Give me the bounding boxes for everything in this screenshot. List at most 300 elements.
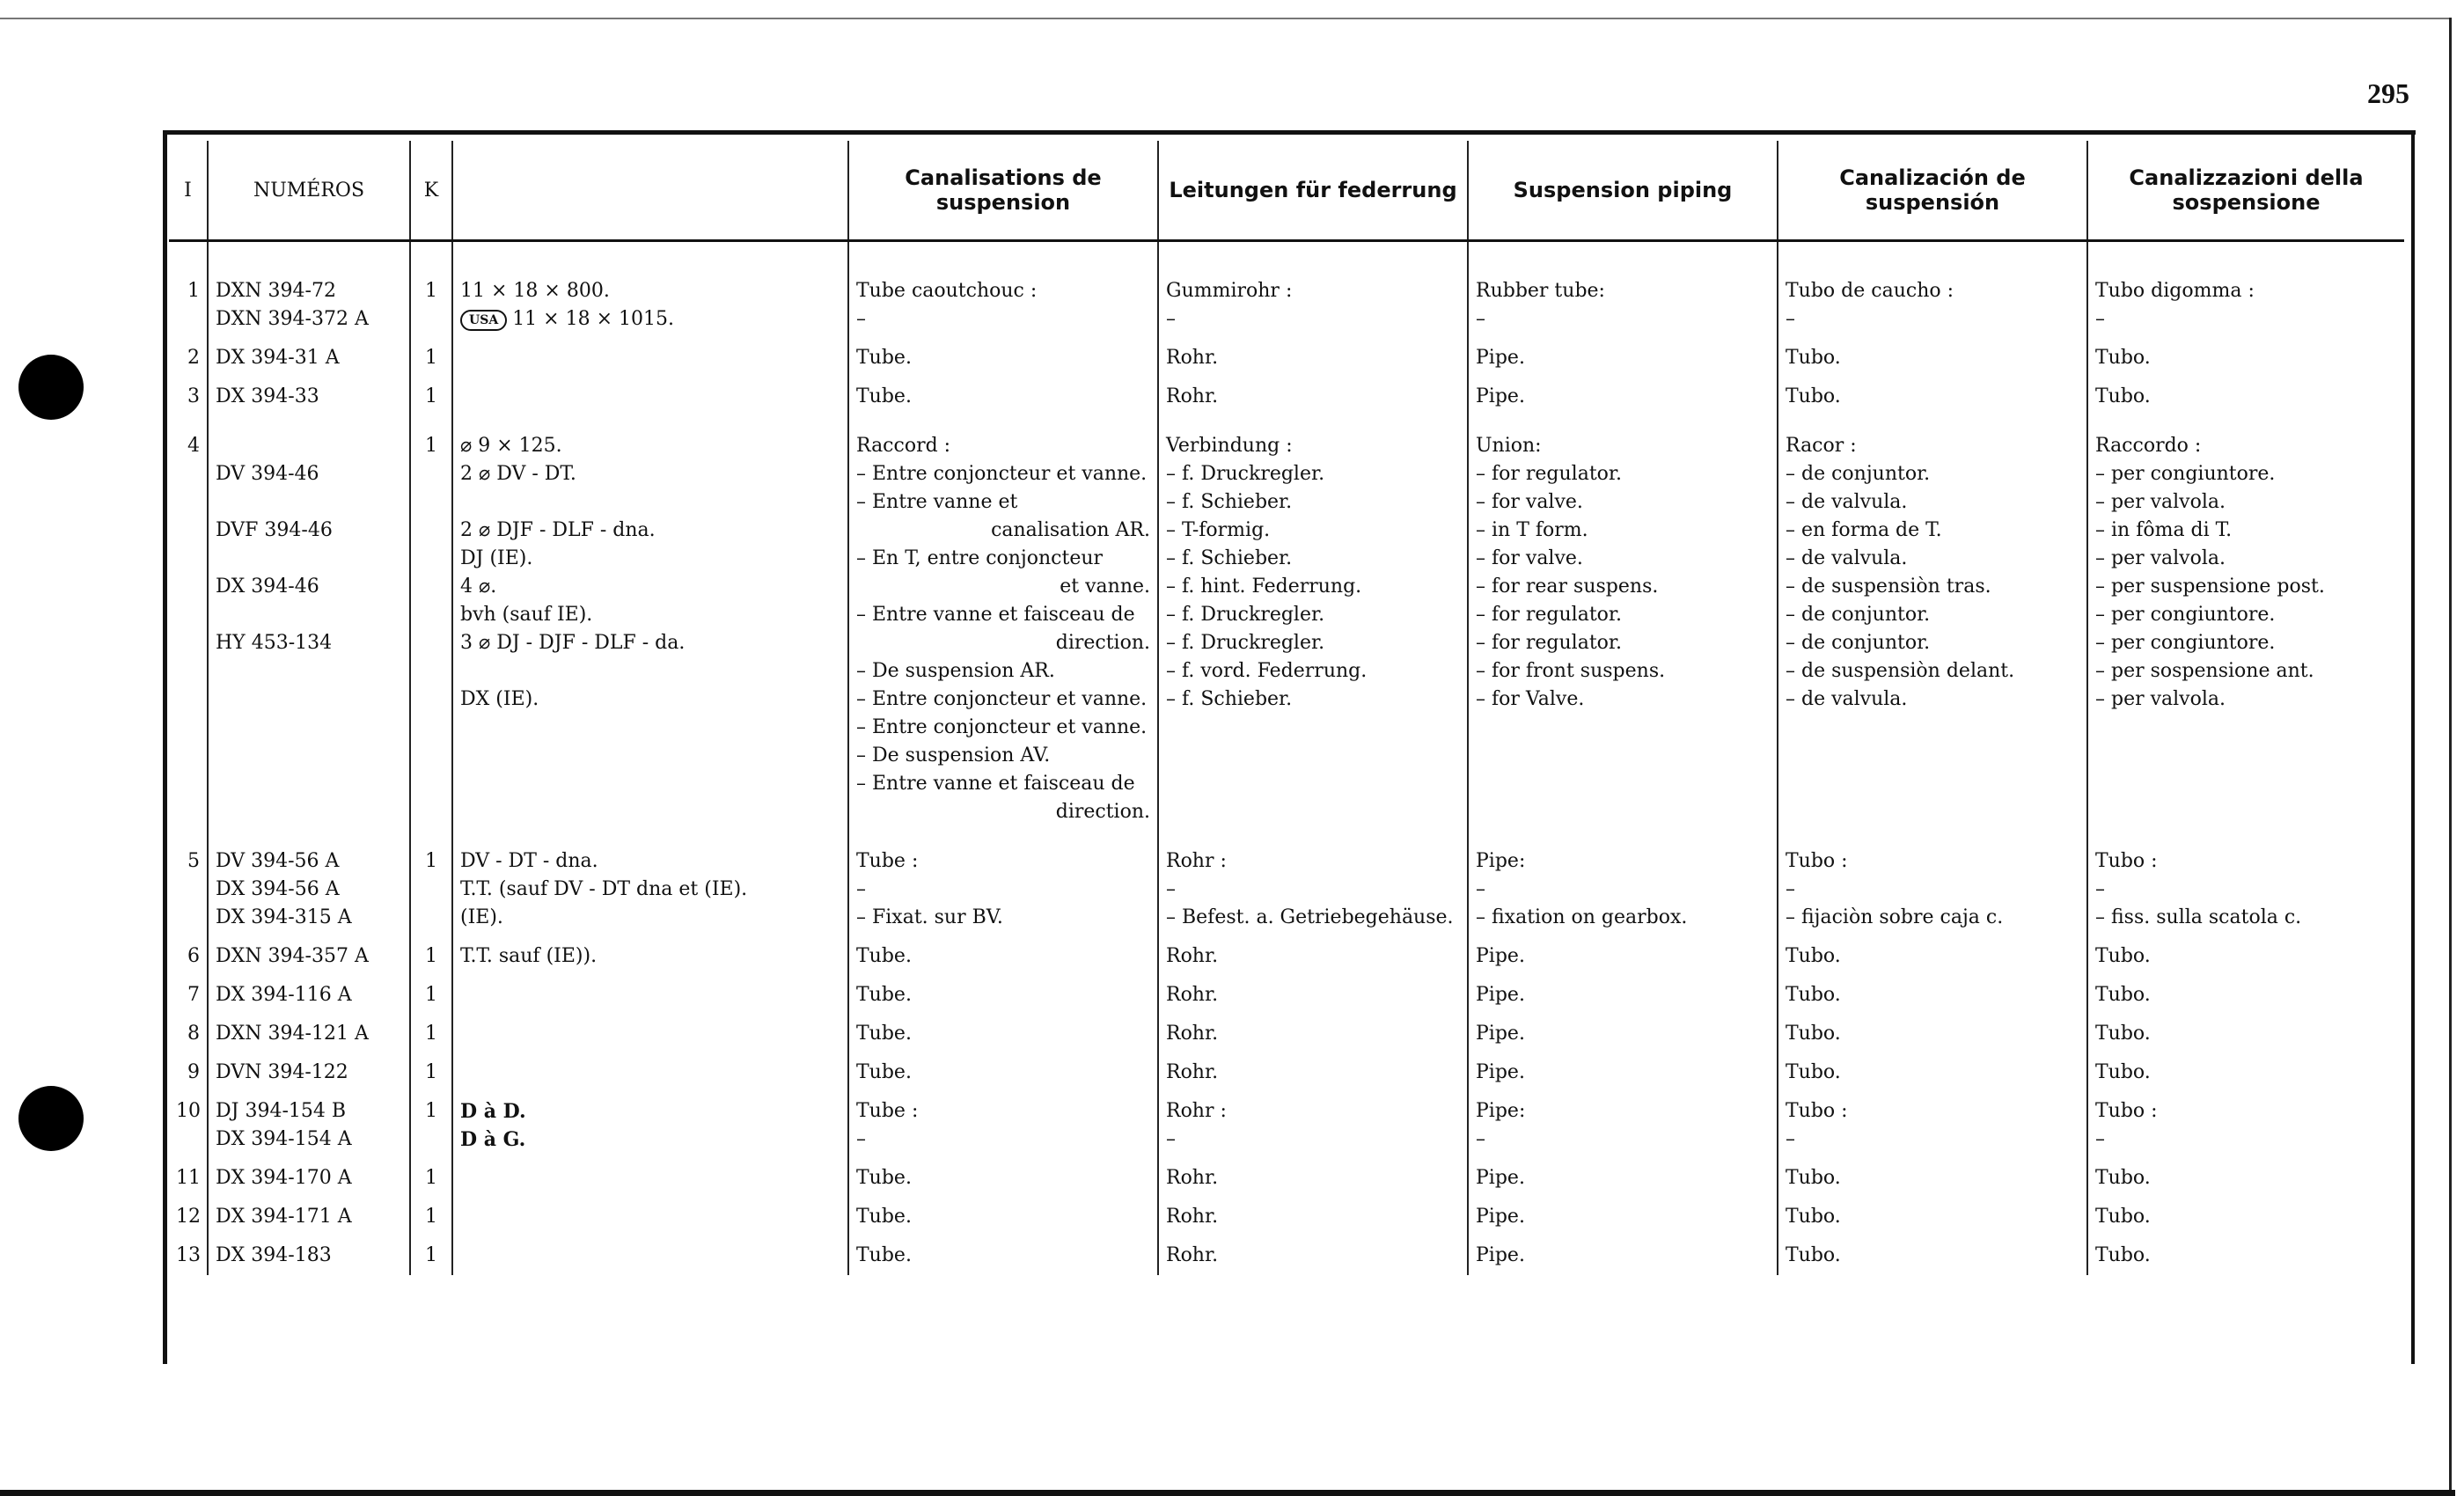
description-line: –	[1786, 1128, 1795, 1150]
description-text: – Entre vanne et	[856, 491, 1018, 513]
part-numbers-cell	[208, 416, 410, 832]
description-line: –	[856, 308, 866, 330]
specification-cell	[452, 1198, 848, 1236]
part-number: DXN 394-372 A	[216, 308, 369, 330]
description-line: Pipe.	[1476, 1244, 1525, 1266]
description-line: Tube.	[856, 1244, 912, 1266]
description-cell-fr	[848, 339, 1158, 378]
specification-cell	[452, 1053, 848, 1092]
table-row	[169, 976, 2404, 1015]
specification-cell	[452, 378, 848, 416]
item-index-cell	[169, 1092, 208, 1159]
description-line: – per congiuntore.	[2095, 463, 2276, 485]
description-line: Pipe.	[1476, 385, 1525, 407]
quantity: 1	[425, 1206, 437, 1228]
description-cell-de	[1158, 1053, 1468, 1092]
page-bottom-rule	[0, 1490, 2455, 1496]
table-body	[169, 241, 2404, 1276]
description-line: – fijaciòn sobre caja c.	[1786, 906, 2004, 928]
description-line: – f. Druckregler.	[1166, 463, 1325, 485]
specification-line	[460, 305, 840, 334]
table-row	[169, 832, 2404, 937]
part-number: DX 394-56 A	[216, 878, 340, 900]
usa-badge: USA	[460, 310, 507, 331]
description-cell-es	[1778, 832, 2087, 937]
description-line	[856, 742, 1150, 770]
description-line	[856, 488, 1150, 545]
description-line: Tubo.	[1786, 1167, 1841, 1189]
specification-text: D à G.	[460, 1128, 526, 1151]
description-cell-de	[1158, 416, 1468, 832]
quantity: 1	[425, 1244, 437, 1266]
description-line: – f. Druckregler.	[1166, 632, 1325, 654]
description-line	[856, 460, 1150, 488]
specification-text: T.T. sauf (IE)).	[460, 945, 598, 967]
description-cell-fr	[848, 832, 1158, 937]
description-text: – Entre vanne et faisceau de	[856, 773, 1135, 795]
description-line: Tubo.	[1786, 1061, 1841, 1083]
description-line: Tube.	[856, 1061, 912, 1083]
description-line: – f. Schieber.	[1166, 688, 1293, 710]
specification-line	[460, 686, 840, 714]
description-line: Tubo :	[1786, 850, 1848, 872]
description-continuation: canalisation AR.	[991, 519, 1150, 541]
description-line: Tubo.	[2095, 385, 2151, 407]
item-index: 6	[187, 945, 200, 967]
table-frame-top	[163, 130, 2416, 135]
header-english: Suspension piping	[1468, 141, 1778, 241]
description-line: Tubo.	[1786, 1244, 1841, 1266]
description-cell-fr	[848, 976, 1158, 1015]
description-line	[856, 770, 1150, 826]
part-numbers-cell	[208, 1159, 410, 1198]
specification-line	[460, 904, 840, 932]
description-line: Tubo.	[1786, 385, 1841, 407]
description-text: – Entre conjoncteur et vanne.	[856, 688, 1148, 710]
description-cell-de	[1158, 1092, 1468, 1159]
quantity: 1	[425, 385, 437, 407]
part-number	[216, 657, 402, 686]
part-number: DV 394-56 A	[216, 850, 340, 872]
description-line: – de conjuntor.	[1786, 632, 1931, 654]
quantity: 1	[425, 1167, 437, 1189]
description-line: – de valvula.	[1786, 491, 1908, 513]
description-line: – for front suspens.	[1476, 660, 1666, 682]
description-line: – fiss. sulla scatola c.	[2095, 906, 2302, 928]
description-cell-it	[2087, 1198, 2404, 1236]
description-cell-es	[1778, 339, 2087, 378]
description-cell-it	[2087, 1159, 2404, 1198]
description-line: – f. Schieber.	[1166, 547, 1293, 569]
table-row	[169, 1198, 2404, 1236]
specification-line	[460, 545, 840, 573]
description-line: – per sospensione ant.	[2095, 660, 2314, 682]
description-cell-es	[1778, 416, 2087, 832]
table-row	[169, 1053, 2404, 1092]
description-line	[856, 714, 1150, 742]
specification-text: D à D.	[460, 1100, 526, 1123]
table-row	[169, 416, 2404, 832]
part-numbers-cell	[208, 832, 410, 937]
description-line: Tubo.	[2095, 945, 2151, 967]
description-cell-de	[1158, 1198, 1468, 1236]
table-row	[169, 1159, 2404, 1198]
description-line: Tubo.	[1786, 347, 1841, 369]
specification-cell	[452, 416, 848, 832]
description-cell-en	[1468, 976, 1778, 1015]
description-cell-fr	[848, 1053, 1158, 1092]
specification-cell	[452, 339, 848, 378]
description-line: Tubo.	[2095, 1244, 2151, 1266]
specification-text: 3 ⌀ DJ - DJF - DLF - da.	[460, 632, 686, 654]
item-index-cell	[169, 1236, 208, 1275]
description-line: – f. Schieber.	[1166, 491, 1293, 513]
description-line: Tube.	[856, 347, 912, 369]
description-line: Rohr.	[1166, 1023, 1219, 1045]
description-line: Rohr :	[1166, 850, 1227, 872]
description-line: – per valvola.	[2095, 491, 2226, 513]
description-line: –	[856, 878, 866, 900]
part-number	[216, 432, 402, 460]
part-numbers-cell	[208, 378, 410, 416]
description-line: –	[1166, 1128, 1176, 1150]
specification-line	[460, 432, 840, 460]
header-italian: Canalizzazioni della sospensione	[2087, 141, 2404, 241]
description-line: Tubo digomma :	[2095, 280, 2255, 302]
part-numbers-cell	[208, 241, 410, 340]
description-line: – for rear suspens.	[1476, 576, 1659, 598]
specification-cell	[452, 937, 848, 976]
header-part-numbers: NUMÉROS	[208, 141, 410, 241]
description-line: – Befest. a. Getriebegehäuse.	[1166, 906, 1454, 928]
description-cell-fr	[848, 1092, 1158, 1159]
specification-line	[460, 1097, 840, 1126]
punch-hole-icon	[18, 1086, 84, 1151]
description-cell-es	[1778, 1015, 2087, 1053]
description-line: Tubo :	[1786, 1100, 1848, 1122]
quantity: 1	[425, 1100, 437, 1122]
description-cell-fr	[848, 1159, 1158, 1198]
page-right-edge	[2449, 18, 2452, 1492]
item-index: 1	[187, 280, 200, 302]
description-line: Tubo de caucho :	[1786, 280, 1954, 302]
description-cell-fr	[848, 416, 1158, 832]
quantity: 1	[425, 984, 437, 1006]
part-number: DX 394-183	[216, 1244, 332, 1266]
description-line: Pipe.	[1476, 1061, 1525, 1083]
description-text: – De suspension AV.	[856, 744, 1051, 766]
part-numbers-cell	[208, 937, 410, 976]
description-cell-en	[1468, 241, 1778, 340]
description-line: – for valve.	[1476, 547, 1583, 569]
part-number: DXN 394-121 A	[216, 1023, 369, 1045]
description-text: – Entre conjoncteur et vanne.	[856, 463, 1148, 485]
description-cell-it	[2087, 378, 2404, 416]
description-line: – in T form.	[1476, 519, 1588, 541]
description-cell-en	[1468, 1236, 1778, 1275]
item-index: 2	[187, 347, 200, 369]
description-cell-en	[1468, 1015, 1778, 1053]
specification-cell	[452, 1015, 848, 1053]
description-line: – fixation on gearbox.	[1476, 906, 1688, 928]
description-cell-en	[1468, 937, 1778, 976]
description-cell-es	[1778, 1236, 2087, 1275]
item-index: 13	[176, 1244, 201, 1266]
specification-text: 2 ⌀ DV - DT.	[460, 463, 576, 485]
specification-cell	[452, 1159, 848, 1198]
description-line: Tubo.	[2095, 1167, 2151, 1189]
specification-line	[460, 277, 840, 305]
description-cell-en	[1468, 1198, 1778, 1236]
specification-text: DJ (IE).	[460, 547, 533, 569]
description-line: –	[2095, 878, 2105, 900]
table-row	[169, 241, 2404, 340]
description-line: Tube :	[856, 1100, 919, 1122]
description-cell-es	[1778, 1198, 2087, 1236]
description-line: Tube.	[856, 385, 912, 407]
description-line: – per valvola.	[2095, 547, 2226, 569]
part-number: DX 394-46	[216, 576, 319, 598]
description-line: Tubo.	[2095, 1206, 2151, 1228]
item-index: 10	[176, 1100, 201, 1122]
description-cell-it	[2087, 832, 2404, 937]
description-line: Rohr.	[1166, 385, 1219, 407]
page-top-rule	[0, 18, 2449, 19]
description-line: –	[2095, 308, 2105, 330]
description-cell-it	[2087, 1092, 2404, 1159]
description-cell-en	[1468, 339, 1778, 378]
description-cell-en	[1468, 416, 1778, 832]
description-line: Tubo.	[2095, 347, 2151, 369]
part-numbers-cell	[208, 1053, 410, 1092]
part-number: DX 394-171 A	[216, 1206, 352, 1228]
description-line: Tube.	[856, 945, 912, 967]
specification-text: 2 ⌀ DJF - DLF - dna.	[460, 519, 656, 541]
description-line: Tube :	[856, 850, 919, 872]
quantity: 1	[425, 435, 437, 457]
description-line: Tubo :	[2095, 850, 2158, 872]
description-cell-de	[1158, 937, 1468, 976]
description-cell-fr	[848, 378, 1158, 416]
part-number: DVN 394-122	[216, 1061, 348, 1083]
description-text: – En T, entre conjoncteur	[856, 547, 1104, 569]
specification-text: bvh (sauf IE).	[460, 604, 593, 626]
specification-line	[460, 847, 840, 876]
punch-hole-icon	[18, 355, 84, 420]
description-line: Rohr.	[1166, 347, 1219, 369]
part-numbers-cell	[208, 339, 410, 378]
description-line: – f. Druckregler.	[1166, 604, 1325, 626]
description-line: Rohr.	[1166, 945, 1219, 967]
description-cell-de	[1158, 378, 1468, 416]
description-continuation: direction.	[1055, 801, 1150, 823]
quantity-cell	[410, 1015, 452, 1053]
item-index: 7	[187, 984, 200, 1006]
description-line: – f. vord. Federrung.	[1166, 660, 1368, 682]
description-line: – de valvula.	[1786, 547, 1908, 569]
description-line: –	[1476, 878, 1485, 900]
description-cell-es	[1778, 1092, 2087, 1159]
item-index-cell	[169, 1053, 208, 1092]
part-numbers-cell	[208, 1015, 410, 1053]
header-quantity: K	[410, 141, 452, 241]
item-index: 4	[187, 435, 200, 457]
description-cell-fr	[848, 1015, 1158, 1053]
page-number: 295	[2367, 77, 2409, 109]
description-line: – de conjuntor.	[1786, 463, 1931, 485]
description-line: Raccordo :	[2095, 435, 2202, 457]
quantity-cell	[410, 937, 452, 976]
specification-line	[460, 876, 840, 904]
description-cell-de	[1158, 832, 1468, 937]
description-cell-it	[2087, 241, 2404, 340]
description-line: Tube caoutchouc :	[856, 280, 1038, 302]
specification-text: 4 ⌀.	[460, 576, 497, 598]
specification-line	[460, 1126, 840, 1154]
description-line: Union:	[1476, 435, 1542, 457]
part-numbers-cell	[208, 1198, 410, 1236]
description-text: Raccord :	[856, 435, 951, 457]
description-line: – T-formig.	[1166, 519, 1271, 541]
description-cell-it	[2087, 937, 2404, 976]
quantity-cell	[410, 378, 452, 416]
description-line: – for valve.	[1476, 491, 1583, 513]
specification-cell	[452, 241, 848, 340]
item-index-cell	[169, 832, 208, 937]
description-line: Rohr.	[1166, 1167, 1219, 1189]
specification-line	[460, 460, 840, 488]
description-cell-en	[1468, 832, 1778, 937]
quantity-cell	[410, 339, 452, 378]
description-cell-de	[1158, 1015, 1468, 1053]
description-text: – Entre vanne et faisceau de	[856, 604, 1135, 626]
description-line: –	[1786, 308, 1795, 330]
part-number	[216, 488, 402, 517]
item-index: 3	[187, 385, 200, 407]
part-number: DX 394-170 A	[216, 1167, 352, 1189]
description-line: Racor :	[1786, 435, 1857, 457]
description-cell-de	[1158, 241, 1468, 340]
parts-table	[169, 141, 2404, 1275]
header-spanish: Canalización de suspensión	[1778, 141, 2087, 241]
specification-text: DX (IE).	[460, 688, 539, 710]
description-line: Rubber tube:	[1476, 280, 1605, 302]
description-line: –	[1166, 308, 1176, 330]
specification-line	[460, 573, 840, 601]
part-number: DX 394-31 A	[216, 347, 340, 369]
description-cell-es	[1778, 241, 2087, 340]
description-line: Rohr :	[1166, 1100, 1227, 1122]
table-frame-right	[2411, 132, 2415, 1364]
description-cell-it	[2087, 339, 2404, 378]
quantity-cell	[410, 832, 452, 937]
description-cell-fr	[848, 241, 1158, 340]
quantity-cell	[410, 1198, 452, 1236]
description-line: – for regulator.	[1476, 632, 1623, 654]
item-index: 11	[176, 1167, 201, 1189]
header-german: Leitungen für federrung	[1158, 141, 1468, 241]
description-line	[856, 545, 1150, 601]
specification-text: DV - DT - dna.	[460, 850, 598, 872]
description-cell-fr	[848, 1198, 1158, 1236]
description-cell-en	[1468, 1159, 1778, 1198]
part-number	[216, 601, 402, 629]
description-cell-es	[1778, 378, 2087, 416]
specification-cell	[452, 976, 848, 1015]
quantity: 1	[425, 347, 437, 369]
part-numbers-cell	[208, 976, 410, 1015]
description-line: Pipe.	[1476, 1167, 1525, 1189]
description-line: Pipe.	[1476, 1023, 1525, 1045]
quantity: 1	[425, 850, 437, 872]
specification-line	[460, 601, 840, 629]
specification-text: 11 × 18 × 800.	[460, 280, 610, 302]
description-line	[856, 432, 1150, 460]
part-numbers-cell	[208, 1236, 410, 1275]
description-cell-fr	[848, 1236, 1158, 1275]
part-number: DXN 394-72	[216, 280, 336, 302]
specification-line	[460, 488, 840, 517]
part-number: DJ 394-154 B	[216, 1100, 347, 1122]
header-item-index: I	[169, 141, 208, 241]
specification-cell	[452, 1236, 848, 1275]
description-line: Rohr.	[1166, 1061, 1219, 1083]
quantity: 1	[425, 280, 437, 302]
description-line: Pipe.	[1476, 1206, 1525, 1228]
part-number: DX 394-154 A	[216, 1128, 352, 1150]
table-row	[169, 378, 2404, 416]
item-index-cell	[169, 378, 208, 416]
description-line: – per congiuntore.	[2095, 632, 2276, 654]
table-row	[169, 937, 2404, 976]
specification-line	[460, 942, 840, 971]
quantity-cell	[410, 241, 452, 340]
item-index-cell	[169, 976, 208, 1015]
description-line: Pipe.	[1476, 347, 1525, 369]
description-cell-de	[1158, 1236, 1468, 1275]
description-line: – per valvola.	[2095, 688, 2226, 710]
description-line: Tubo.	[2095, 1023, 2151, 1045]
description-line: Tubo.	[1786, 984, 1841, 1006]
item-index-cell	[169, 1015, 208, 1053]
quantity-cell	[410, 1092, 452, 1159]
specification-line	[460, 629, 840, 657]
description-line: –	[1166, 878, 1176, 900]
quantity: 1	[425, 1023, 437, 1045]
item-index-cell	[169, 1159, 208, 1198]
header-french: Canalisations de suspension	[848, 141, 1158, 241]
description-line: – for regulator.	[1476, 604, 1623, 626]
description-line: Tubo.	[1786, 1206, 1841, 1228]
description-line: Pipe.	[1476, 984, 1525, 1006]
description-line: – de conjuntor.	[1786, 604, 1931, 626]
table-row	[169, 339, 2404, 378]
description-line: – de valvula.	[1786, 688, 1908, 710]
description-cell-it	[2087, 976, 2404, 1015]
description-line: Tubo.	[1786, 945, 1841, 967]
description-cell-de	[1158, 339, 1468, 378]
description-line: Tubo.	[2095, 984, 2151, 1006]
description-line: Rohr.	[1166, 1244, 1219, 1266]
description-line: – en forma de T.	[1786, 519, 1942, 541]
description-line: –	[856, 1128, 866, 1150]
description-line: – de suspensiòn tras.	[1786, 576, 1991, 598]
quantity: 1	[425, 945, 437, 967]
description-line: –	[1476, 308, 1485, 330]
part-number	[216, 545, 402, 573]
table-row	[169, 1015, 2404, 1053]
description-cell-it	[2087, 1053, 2404, 1092]
